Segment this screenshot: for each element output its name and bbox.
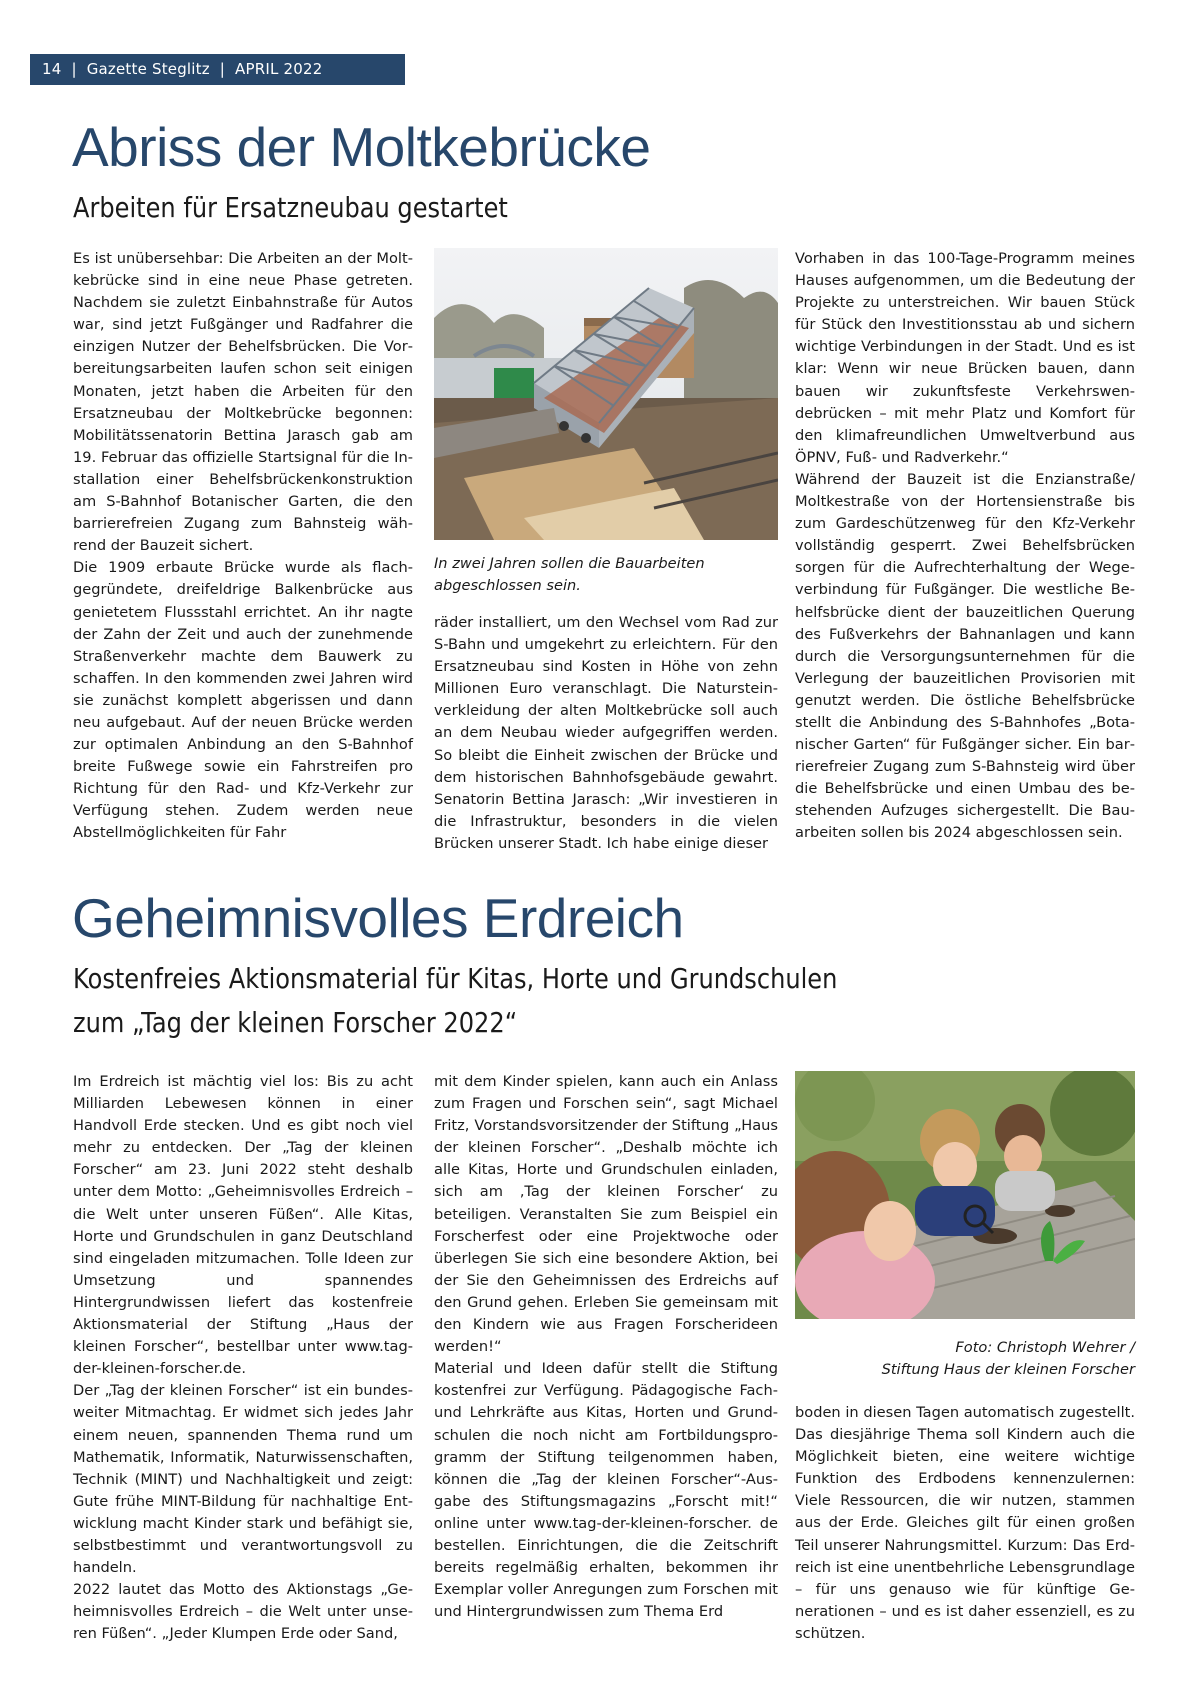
article2-column-2 <box>434 1071 778 1623</box>
article2-column-3 <box>795 1402 1135 1645</box>
article2-headline: Geheimnisvolles Erdreich <box>72 887 684 949</box>
paragraph: Es ist unübersehbar: Die Arbeiten an der Moltkebrücke sind in eine neue Phase getreten. Nachdem sie zuletzt Einbahnstraße für Autos war, sind jetzt Fußgänger und Radfahrer die einzigen Nutzer der Behelfsbrücken. Die Vorbereitungsarbeiten laufen schon seit einigen Monaten, jetzt haben die Arbeiten für den Ersatzneubau der Moltkebrücke begonnen: Mobilitätssenatorin Bettina Jarasch gab am 19. Februar das offizielle Startsignal für die Installation einer Behelfsbrückenkonstruktion am S-Bahnhof Botanischer Garten, die den barrierefreien Zugang zum Bahnsteig während der Bauzeit sichert. <box>73 250 413 555</box>
children-exploring-photo <box>795 1071 1135 1319</box>
paragraph: Die 1909 erbaute Brücke wurde als flachgegründete, dreifeldrige Balkenbrücke aus genietetem Flussstahl errichtet. An ihr nagte der Zahn der Zeit und auch der zunehmende Straßenverkehr machte dem Bauwerk zu schaffen. In den kommenden zwei Jahren wird sie zunächst komplett abgerissen und dann neu aufgebaut. Auf der neuen Brücke werden zur optimalen Anbindung an den S-Bahnhof breite Fußwege sowie ein Fahrstreifen pro Richtung für den Rad- und Kfz-Verkehr zur Verfügung stehen. Zudem werden neue Abstellmöglichkeiten für Fahr <box>73 559 413 842</box>
issue-date: APRIL 2022 <box>235 60 323 78</box>
article2-subheadline-line1: Kostenfreies Aktionsmaterial für Kitas, Horte und Grundschulen <box>73 962 838 995</box>
article2-column-1 <box>73 1071 413 1645</box>
photo-credit <box>795 1337 1135 1381</box>
paragraph: Vorhaben in das 100-Tage-Programm meines Hauses aufgenommen, um die Bedeutung der Projekte zu unterstreichen. Wir bauen Stück für Stück den Investitionsstau ab und sichern wichtige Verbindungen in der Stadt. Und es ist klar: Wenn wir neue Brücken bauen, dann bauen wir zukunftsfeste Verkehrswendebrücken – mit mehr Platz und Komfort für den klimafreundlichen Umweltverbund aus ÖPNV, Fuß- und Radverkehr.“ <box>795 250 1135 466</box>
children-photo-illustration <box>795 1071 1135 1319</box>
header-separator: | <box>71 60 77 78</box>
paragraph: 2022 lautet das Motto des Aktionstags „Geheimnisvolles Erdreich – die Welt unter unseren Füßen“. „Jeder Klumpen Erde oder Sand, <box>73 1581 413 1643</box>
article1-column-1 <box>73 248 413 845</box>
paragraph: mit dem Kinder spielen, kann auch ein Anlass zum Fragen und Forschen sein“, sagt Michael Fritz, Vorstandsvorsitzender der Stiftung „Haus der kleinen Forscher“. „Deshalb möchte ich alle Kitas, Horte und Grundschulen einladen, sich am ‚Tag der kleinen Forscher‘ zu beteiligen. Veranstalten Sie zum Beispiel ein Forscherfest oder eine Projektwoche oder überlegen Sie sich eine besondere Aktion, bei der Sie den Geheimnissen des Erdreichs auf den Grund gehen. Erleben Sie gemeinsam mit den Kindern wie aus Fragen Forscherideen werden!“ <box>434 1073 778 1356</box>
article1-subheadline: Arbeiten für Ersatzneubau gestartet <box>73 191 508 224</box>
paragraph: Material und Ideen dafür stellt die Stiftung kostenfrei zur Verfügung. Pädagogische Fach und Lehrkräfte aus Kitas, Horten und Grundschulen die noch nicht am Fortbildungsprogramm der Stiftung teilgenommen haben, können die „Tag der kleinen Forscher“-Ausgabe des Stiftungsmagazins „Forscht mit!“ online unter www.tag-der-kleinen-forscher. de bestellen. Einrichtungen, die die Zeitschrift bereits regelmäßig erhalten, bekommen ihr Exemplar voller Anregungen zum Forschen mit und Hintergrundwissen zum Thema Erd <box>434 1360 778 1621</box>
bridge-construction-photo <box>434 248 778 540</box>
paragraph: Im Erdreich ist mächtig viel los: Bis zu acht Milliarden Lebewesen können in einer Handvoll Erde stecken. Und es gibt noch viel mehr zu entdecken. Der „Tag der kleinen Forscher“ am 23. Juni 2022 steht deshalb unter dem Motto: „Geheimnisvolles Erdreich – die Welt unter unseren Füßen“. Alle Kitas, Horte und Grundschulen in ganz Deutschland sind eingeladen mitzumachen. Tolle Ideen zur Umsetzung und spannendes Hintergrundwissen liefert das kostenfreie Aktionsmaterial der Stiftung „Haus der kleinen Forscher“, bestellbar unter www.tag-der-kleinen-forscher.de. <box>73 1073 413 1378</box>
article2-subheadline-line2: zum „Tag der kleinen Forscher 2022“ <box>73 1006 518 1039</box>
bridge-photo-illustration <box>434 248 778 540</box>
paragraph: Der „Tag der kleinen Forscher“ ist ein bundesweiter Mitmachtag. Er widmet sich jedes Jahr einem neuen, spannenden Thema rund um Mathematik, Informatik, Naturwissenschaften, Technik (MINT) und Nachhaltigkeit und zeigt: Gute frühe MINT-Bildung für nachhaltige Entwicklung macht Kinder stark und befähigt sie, selbstbestimmt und verantwortungsvoll zu handeln. <box>73 1382 413 1577</box>
header-separator: | <box>219 60 226 78</box>
publication-name: Gazette Steglitz <box>86 60 210 78</box>
paragraph: räder installiert, um den Wechsel vom Rad zur S-Bahn und umgekehrt zu erleichtern. Für den Ersatzneubau sind Kosten in Höhe von zehn Millionen Euro veranschlagt. Die Natursteinverkleidung der alten Moltkebrücke soll auch an dem Neubau wieder aufgegriffen werden. So bleibt die Einheit zwischen der Brücke und dem historischen Bahnhofsgebäude gewahrt. Senatorin Bettina Jarasch: „Wir investieren in die Infrastruktur, besonders in die vielen Brücken unserer Stadt. Ich habe einige dieser <box>434 614 778 852</box>
article1-column-2 <box>434 612 778 855</box>
page-header-bar <box>30 54 405 85</box>
article1-column-3 <box>795 248 1135 845</box>
page-number: 14 <box>42 60 62 78</box>
photo-credit-line1: Foto: Christoph Wehrer / <box>955 1339 1135 1356</box>
paragraph: boden in diesen Tagen automatisch zugestellt. Das diesjährige Thema soll Kindern auch die Möglichkeit bieten, eine weitere wichtige Funktion des Erdbodens kennenzulernen: Viele Ressourcen, die wir nutzen, stammen aus der Erde. Gleiches gilt für einen großen Teil unserer Nahrungsmittel. Kurzum: Das Erdreich ist eine unentbehrliche Lebensgrundlage – für uns genauso wie für künftige Generationen – und es ist daher essenziell, es zu schützen. <box>795 1404 1135 1642</box>
bridge-photo-caption: In zwei Jahren sollen die Bauarbeiten abgeschlossen sein. <box>434 555 705 594</box>
photo-credit-line2: Stiftung Haus der kleinen Forscher <box>881 1361 1135 1378</box>
article1-headline: Abriss der Moltkebrücke <box>72 116 651 178</box>
paragraph: Während der Bauzeit ist die Enzianstraße/ Moltkestraße von der Hortensienstraße bis zum Gardeschützenweg für den Kfz-Verkehr vollständig gesperrt. Zwei Behelfsbrücken sorgen für die Aufrechterhaltung der Wegeverbindung für Fußgänger. Die westliche Behelfsbrücke dient der bauzeitlichen Querung des Fußverkehrs der Bahnanlagen und kann durch die Versorgungsunternehmen für die Verlegung der bauzeitlichen Provisorien mit genutzt werden. Die östliche Behelfsbrücke stellt die Anbindung des S-Bahnhofes „Botanischer Garten“ für Fußgänger sicher. Ein barrierefreier Zugang zum S-Bahnsteig wird über die Behelfsbrücke und einen Umbau des bestehenden Aufzuges sichergestellt. Die Bauarbeiten sollen bis 2024 abgeschlossen sein. <box>795 470 1135 842</box>
